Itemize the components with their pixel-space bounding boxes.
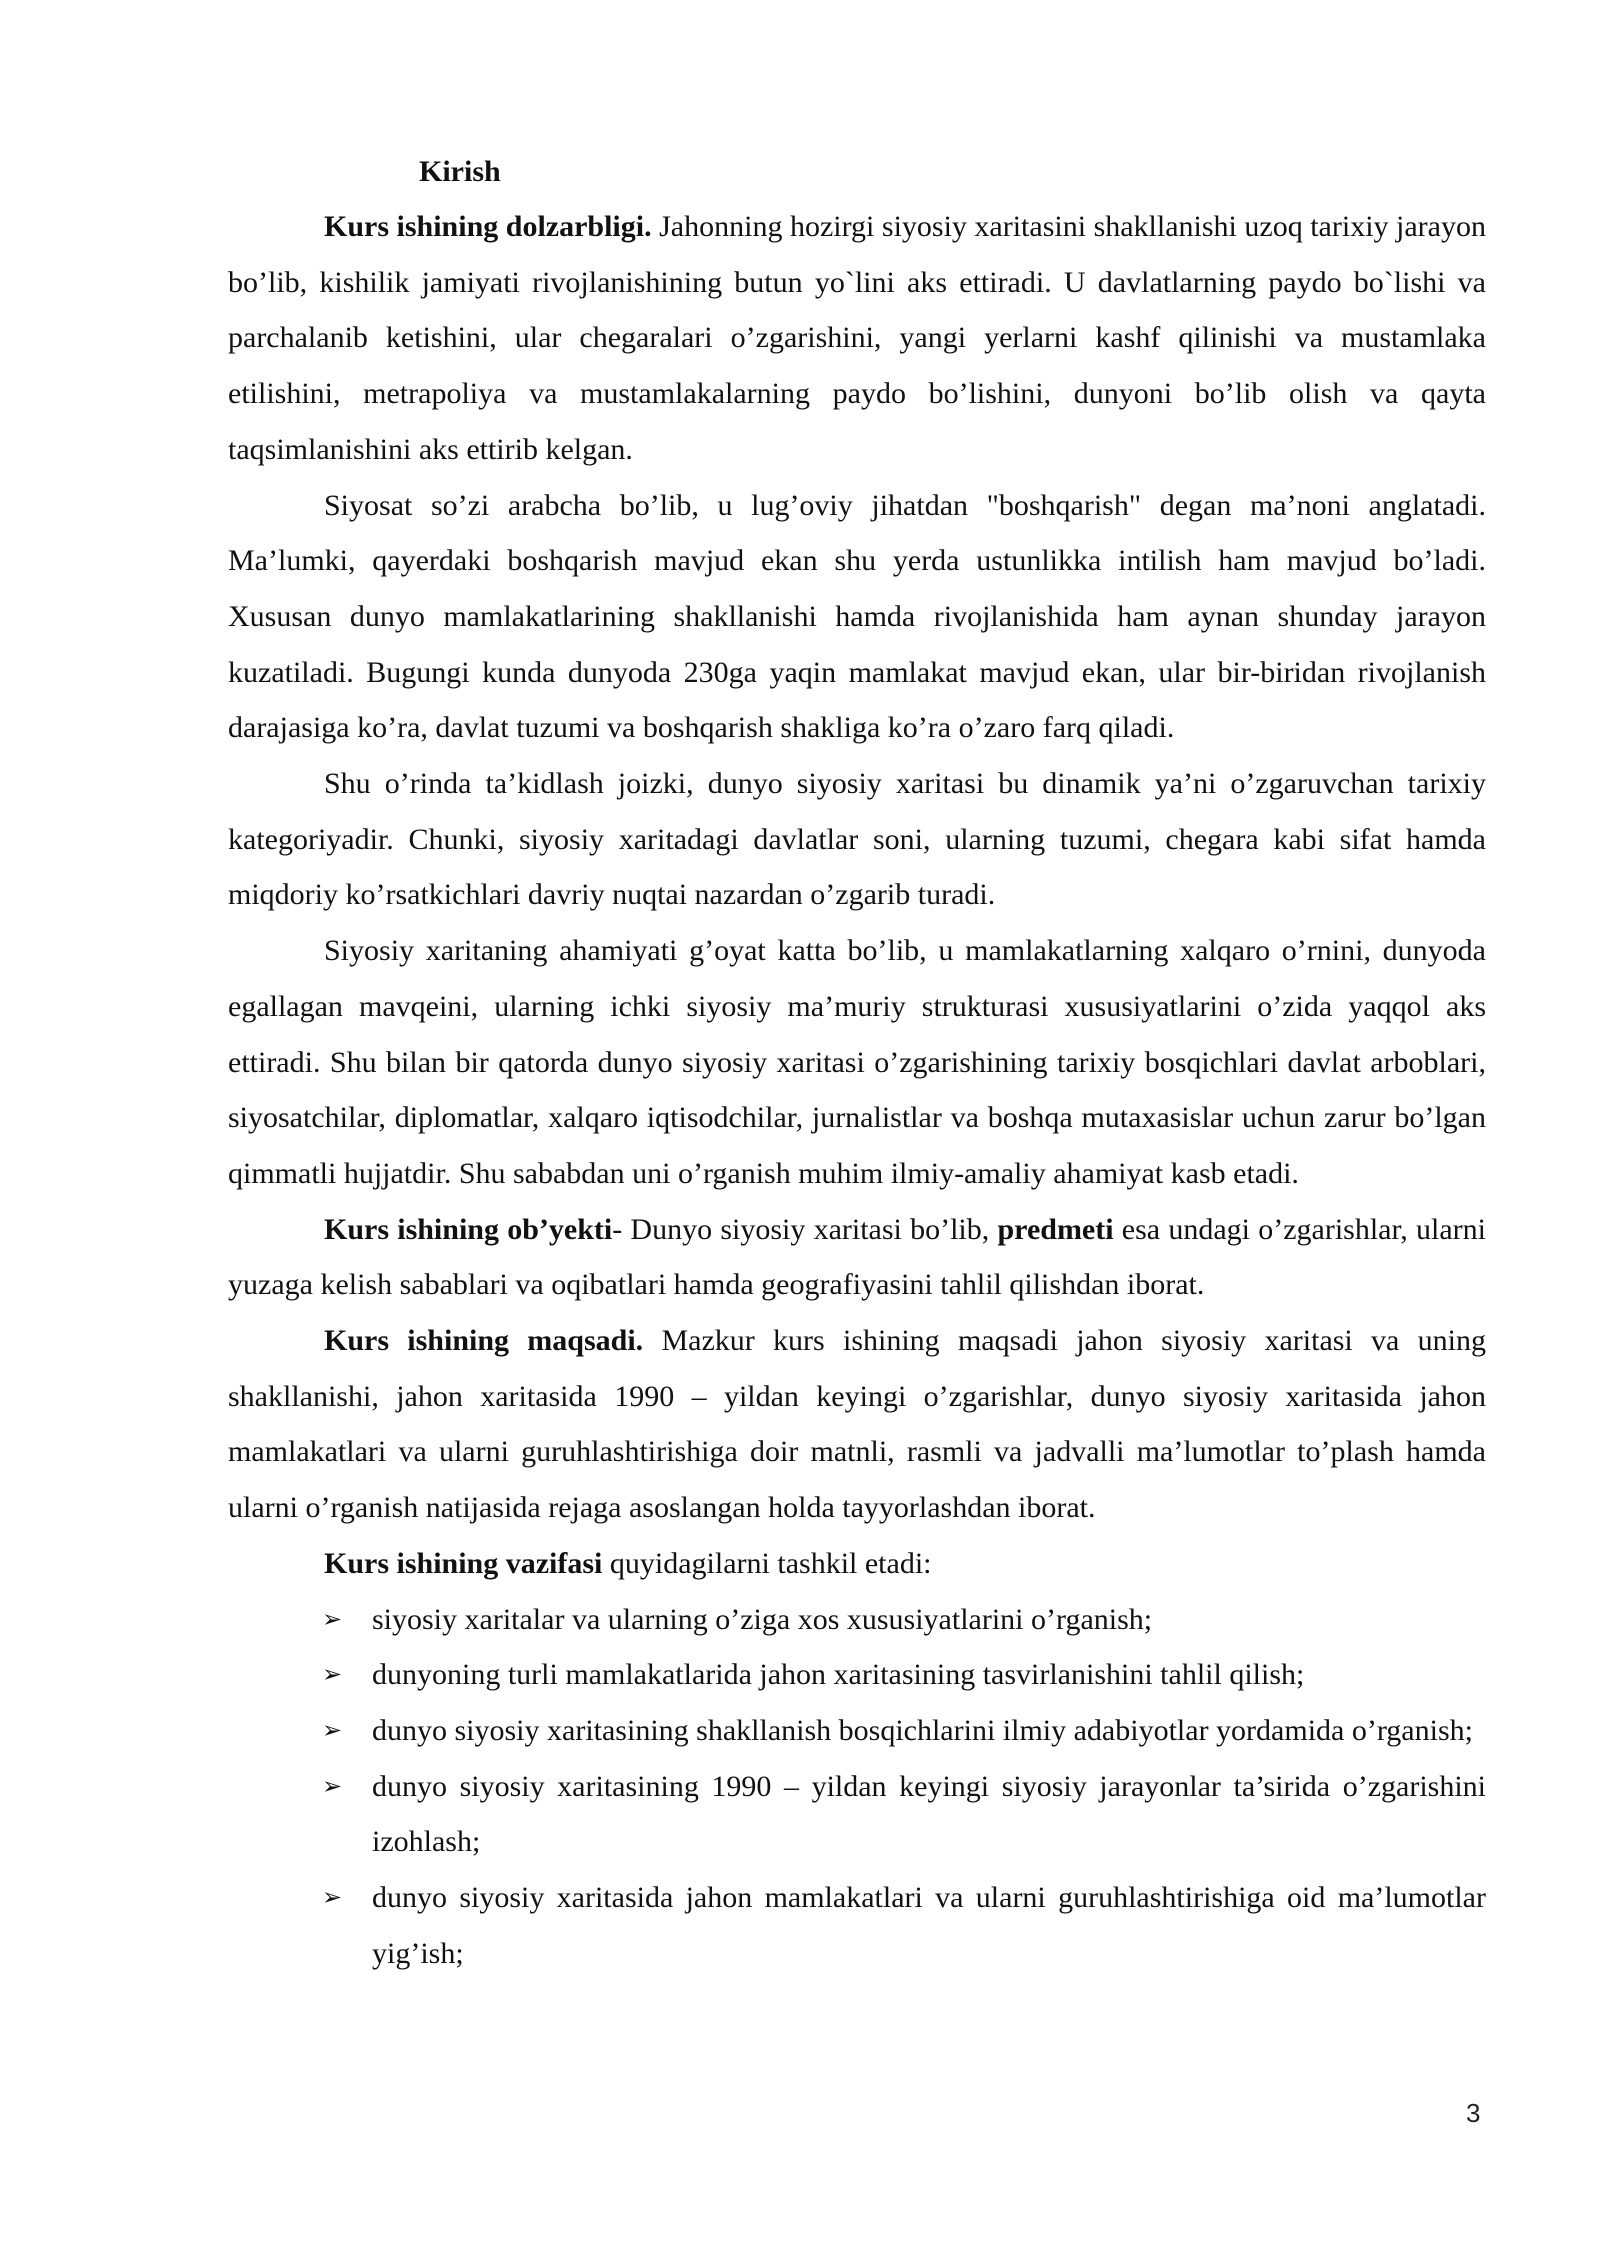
arrowhead-bullet-icon: ➢ [322, 1883, 343, 1912]
paragraph-dynamic-map [228, 756, 1486, 923]
list-item [228, 1592, 1486, 1648]
page-number: 3 [1466, 2098, 1481, 2128]
paragraph-text: Siyosiy xaritaning ahamiyati g’oyat katta bo’lib, u mamlakatlarning xalqaro o’rnini, dunyoda egallagan mavqeini, ularning ichki siyosiy ma’muriy strukturasi xususiyatlarini o’zida yaqqol aks ettiradi. Shu bilan bir qatorda dunyo siyosiy xaritasi o’zgarishining tarixiy bosqichlari davlat arboblari, siyosatchilar, diplomatlar, xalqaro iqtisodchilar, jurnalistlar va boshqa mutaxasislar uchun zarur bo’lgan qimmatli hujjatdir. Shu sababdan uni o’rganish muhim ilmiy-amaliy ahamiyat kasb etadi. [228, 934, 1486, 1190]
paragraph-text: Jahonning hozirgi siyosiy xaritasini shakllanishi uzoq tarixiy jarayon bo’lib, kishilik jamiyati rivojlanishining butun yo`lini aks ettiradi. U davlatlarning paydo bo`lishi va parchalanib ketishini, ular chegaralari o’zgarishini, yangi yerlarni kashf qilinishi va mustamlaka etilishini, metrapoliya va mustamlakalarning paydo bo’lishini, dunyoni bo’lib olish va qayta taqsimlanishini aks ettirib kelgan. [228, 210, 1486, 466]
list-item [228, 1870, 1486, 1981]
arrowhead-bullet-icon: ➢ [322, 1715, 343, 1744]
paragraph-lead: Kurs ishining maqsadi. [324, 1324, 644, 1358]
arrowhead-bullet-icon: ➢ [322, 1660, 343, 1689]
paragraph-lead: Kurs ishining dolzarbligi. [324, 210, 652, 243]
paragraph-lead: Kurs ishining vazifasi [324, 1546, 603, 1580]
paragraph-importance [228, 923, 1486, 1202]
paragraph-text: esa undagi o’zgarishlar, ularni yuzaga kelish sabablari va oqibatlari hamda geografiyasini tahlil qilishdan iborat. [228, 1212, 1486, 1302]
list-item [228, 1703, 1486, 1759]
paragraph-tasks-intro [228, 1536, 1486, 1592]
list-item [228, 1647, 1486, 1703]
paragraph-goal [228, 1313, 1486, 1536]
paragraph-subject-term: predmeti [997, 1212, 1114, 1246]
paragraph-relevance [228, 199, 1486, 478]
arrowhead-bullet-icon: ➢ [322, 1604, 343, 1633]
arrowhead-bullet-icon: ➢ [322, 1771, 343, 1800]
paragraph-text: quyidagilarni tashkil etadi: [602, 1546, 932, 1580]
list-item [228, 1759, 1486, 1870]
paragraph-politics [228, 478, 1486, 757]
document-page [228, 146, 1486, 1982]
paragraph-text: Siyosat so’zi arabcha bo’lib, u lug’oviy jihatdan "boshqarish" degan ma’noni anglatadi. Ma’lumki, qayerdaki boshqarish mavjud ekan shu yerda ustunlikka intilish ham mavjud bo’ladi. Xususan dunyo mamlakatlarining shakllanishi hamda rivojlanishida ham aynan shunday jarayon kuzatiladi. Bugungi kunda dunyoda 230ga yaqin mamlakat mavjud ekan, ular bir-biridan rivojlanish darajasiga ko’ra, davlat tuzumi va boshqarish shakliga ko’ra o’zaro farq qiladi. [228, 488, 1486, 745]
paragraph-object [228, 1202, 1486, 1313]
paragraph-text: Shu o’rinda ta’kidlash joizki, dunyo siyosiy xaritasi bu dinamik ya’ni o’zgaruvchan tarixiy kategoriyadir. Chunki, siyosiy xaritadagi davlatlar soni, ularning tuzumi, chegara kabi sifat hamda miqdoriy ko’rsatkichlari davriy nuqtai nazardan o’zgarib turadi. [228, 767, 1486, 912]
list-item-text: dunyo siyosiy xaritasining 1990 – yildan keyingi siyosiy jarayonlar ta’sirida o’zgarishini izohlash; [372, 1769, 1486, 1859]
paragraph-text: - Dunyo siyosiy xaritasi bo’lib, [612, 1212, 998, 1246]
list-item-text: dunyo siyosiy xaritasida jahon mamlakatlari va ularni guruhlashtirishiga oid ma’lumotlar yig’ish; [372, 1881, 1486, 1970]
paragraph-lead: Kurs ishining ob’yekti [324, 1212, 613, 1246]
task-list [228, 1592, 1486, 1982]
list-item-text: dunyoning turli mamlakatlarida jahon xaritasining tasvirlanishini tahlil qilish; [372, 1658, 1305, 1692]
section-title: Kirish [419, 155, 501, 188]
paragraph-text: Mazkur kurs ishining maqsadi jahon siyosiy xaritasi va uning shakllanishi, jahon xaritasida 1990 – yildan keyingi o’zgarishlar, dunyo siyosiy xaritasida jahon mamlakatlari va ularni guruhlashtirishiga doir matnli, rasmli va jadvalli ma’lumotlar to’plash hamda ularni o’rganish natijasida rejaga asoslangan holda tayyorlashdan iborat. [228, 1324, 1486, 1525]
list-item-text: siyosiy xaritalar va ularning o’ziga xos xususiyatlarini o’rganish; [372, 1602, 1153, 1636]
list-item-text: dunyo siyosiy xaritasining shakllanish bosqichlarini ilmiy adabiyotlar yordamida o’rganish; [372, 1713, 1473, 1747]
